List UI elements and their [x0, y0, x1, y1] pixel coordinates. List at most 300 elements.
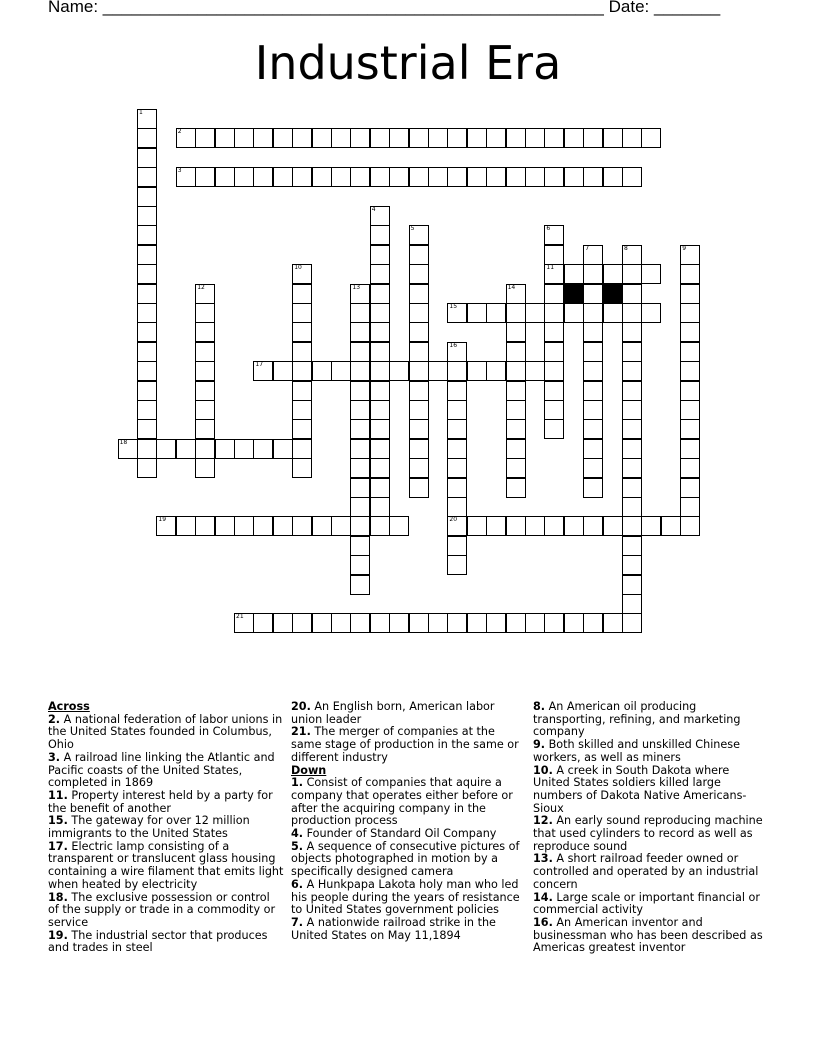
crossword-cell[interactable] — [506, 478, 526, 498]
crossword-cell[interactable] — [680, 439, 700, 459]
crossword-cell[interactable] — [641, 128, 661, 148]
crossword-cell[interactable] — [331, 167, 351, 187]
crossword-cell[interactable] — [447, 613, 467, 633]
crossword-cell[interactable] — [292, 303, 312, 323]
crossword-cell[interactable] — [506, 361, 526, 381]
crossword-cell[interactable] — [447, 478, 467, 498]
crossword-cell[interactable] — [544, 381, 564, 401]
crossword-cell[interactable] — [467, 167, 487, 187]
crossword-cell[interactable] — [350, 458, 370, 478]
crossword-cell[interactable] — [583, 458, 603, 478]
crossword-cell[interactable] — [409, 322, 429, 342]
crossword-cell[interactable] — [195, 322, 215, 342]
crossword-cell[interactable] — [525, 516, 545, 536]
crossword-cell[interactable] — [506, 439, 526, 459]
clue-number: 7 — [585, 244, 590, 252]
crossword-cell[interactable] — [350, 167, 370, 187]
crossword-cell[interactable] — [564, 264, 584, 284]
crossword-cell[interactable] — [370, 516, 390, 536]
crossword-cell[interactable] — [234, 128, 254, 148]
crossword-cell[interactable] — [195, 458, 215, 478]
crossword-cell[interactable] — [544, 342, 564, 362]
crossword-cell[interactable] — [195, 128, 215, 148]
crossword-cell[interactable] — [370, 361, 390, 381]
crossword-cell[interactable] — [370, 284, 390, 304]
crossword-cell[interactable] — [583, 516, 603, 536]
crossword-cell[interactable] — [137, 381, 157, 401]
crossword-cell[interactable] — [506, 613, 526, 633]
crossword-cell[interactable] — [622, 361, 642, 381]
crossword-cell[interactable] — [253, 516, 273, 536]
crossword-cell[interactable] — [680, 264, 700, 284]
crossword-cell[interactable] — [622, 128, 642, 148]
crossword-cell[interactable] — [215, 516, 235, 536]
crossword-cell[interactable] — [350, 555, 370, 575]
crossword-cell[interactable] — [447, 361, 467, 381]
crossword-cell[interactable] — [292, 264, 312, 284]
crossword-cell[interactable] — [486, 303, 506, 323]
crossword-cell[interactable] — [564, 303, 584, 323]
crossword-cell[interactable] — [583, 419, 603, 439]
crossword-cell[interactable] — [544, 284, 564, 304]
crossword-cell[interactable] — [447, 516, 467, 536]
crossword-cell[interactable] — [137, 342, 157, 362]
crossword-cell[interactable] — [137, 322, 157, 342]
down-clue-16: 16. An American inventor and businessman who has been described as Americas greatest inventor — [533, 915, 763, 955]
crossword-cell[interactable] — [137, 264, 157, 284]
crossword-cell[interactable] — [176, 128, 196, 148]
crossword-cell[interactable] — [137, 400, 157, 420]
crossword-cell[interactable] — [370, 322, 390, 342]
crossword-cell[interactable] — [622, 284, 642, 304]
crossword-cell[interactable] — [583, 167, 603, 187]
crossword-cell[interactable] — [118, 439, 138, 459]
crossword-cell[interactable] — [312, 613, 332, 633]
crossword-cell[interactable] — [350, 497, 370, 517]
crossword-cell[interactable] — [544, 225, 564, 245]
crossword-cell[interactable] — [389, 516, 409, 536]
crossword-cell[interactable] — [409, 284, 429, 304]
crossword-cell[interactable] — [370, 419, 390, 439]
down-clue-7: 7. A nationwide railroad strike in the United States on May 11,1894 — [291, 915, 496, 942]
crossword-cell[interactable] — [622, 497, 642, 517]
crossword-cell[interactable] — [370, 613, 390, 633]
crossword-cell[interactable] — [253, 613, 273, 633]
crossword-cell[interactable] — [525, 128, 545, 148]
crossword-cell[interactable] — [370, 245, 390, 265]
crossword-cell[interactable] — [525, 613, 545, 633]
across-clue-11: 11. Property interest held by a party for the benefit of another — [48, 788, 273, 815]
crossword-cell[interactable] — [583, 128, 603, 148]
crossword-cell[interactable] — [544, 264, 564, 284]
crossword-cell[interactable] — [292, 128, 312, 148]
crossword-cell[interactable] — [622, 594, 642, 614]
crossword-cell[interactable] — [312, 167, 332, 187]
down-heading: Down — [291, 763, 327, 777]
crossword-cell[interactable] — [137, 303, 157, 323]
clue-number: 16 — [449, 341, 458, 349]
crossword-cell[interactable] — [195, 284, 215, 304]
crossword-cell[interactable] — [447, 458, 467, 478]
crossword-cell[interactable] — [583, 264, 603, 284]
crossword-cell[interactable] — [195, 516, 215, 536]
crossword-cell[interactable] — [544, 516, 564, 536]
crossword-cell[interactable] — [292, 342, 312, 362]
crossword-cell[interactable] — [583, 478, 603, 498]
crossword-cell[interactable] — [331, 361, 351, 381]
crossword-cell[interactable] — [583, 245, 603, 265]
crossword-cell[interactable] — [195, 439, 215, 459]
crossword-cell[interactable] — [506, 322, 526, 342]
crossword-cell[interactable] — [680, 516, 700, 536]
crossword-cell[interactable] — [486, 167, 506, 187]
crossword-cell[interactable] — [292, 439, 312, 459]
crossword-cell[interactable] — [506, 419, 526, 439]
crossword-cell[interactable] — [447, 536, 467, 556]
crossword-cell[interactable] — [506, 284, 526, 304]
crossword-cell[interactable] — [506, 516, 526, 536]
crossword-cell[interactable] — [409, 303, 429, 323]
across-heading: Across — [48, 700, 90, 713]
crossword-cell[interactable] — [370, 128, 390, 148]
crossword-cell[interactable] — [447, 303, 467, 323]
crossword-cell[interactable] — [312, 516, 332, 536]
crossword-cell[interactable] — [467, 516, 487, 536]
crossword-cell[interactable] — [176, 167, 196, 187]
crossword-cell[interactable] — [253, 439, 273, 459]
crossword-cell[interactable] — [137, 187, 157, 207]
crossword-cell[interactable] — [661, 516, 681, 536]
crossword-cell[interactable] — [564, 516, 584, 536]
crossword-cell[interactable] — [215, 439, 235, 459]
crossword-cell[interactable] — [215, 128, 235, 148]
crossword-cell[interactable] — [389, 167, 409, 187]
crossword-cell[interactable] — [544, 419, 564, 439]
crossword-cell[interactable] — [137, 148, 157, 168]
crossword-cell[interactable] — [137, 439, 157, 459]
crossword-cell[interactable] — [622, 575, 642, 595]
crossword-cell[interactable] — [486, 613, 506, 633]
crossword-cell[interactable] — [583, 284, 603, 304]
crossword-cell[interactable] — [447, 555, 467, 575]
crossword-cell[interactable] — [603, 303, 623, 323]
crossword-cell[interactable] — [583, 342, 603, 362]
crossword-cell[interactable] — [370, 439, 390, 459]
crossword-cell[interactable] — [253, 167, 273, 187]
crossword-cell[interactable] — [409, 458, 429, 478]
crossword-cell[interactable] — [506, 342, 526, 362]
crossword-cell[interactable] — [137, 225, 157, 245]
crossword-cell[interactable] — [389, 128, 409, 148]
clue-number: 14 — [507, 283, 516, 291]
crossword-cell[interactable] — [350, 303, 370, 323]
crossword-cell[interactable] — [583, 381, 603, 401]
crossword-cell[interactable] — [486, 361, 506, 381]
crossword-cell[interactable] — [409, 419, 429, 439]
crossword-cell[interactable] — [525, 361, 545, 381]
crossword-cell[interactable] — [428, 361, 448, 381]
clue-number: 19 — [158, 516, 167, 524]
crossword-cell[interactable] — [428, 613, 448, 633]
crossword-cell[interactable] — [409, 167, 429, 187]
crossword-cell[interactable] — [622, 381, 642, 401]
crossword-cell[interactable] — [389, 613, 409, 633]
crossword-cell[interactable] — [467, 361, 487, 381]
crossword-cell[interactable] — [195, 381, 215, 401]
crossword-cell[interactable] — [273, 439, 293, 459]
crossword-cell[interactable] — [409, 478, 429, 498]
crossword-cell[interactable] — [622, 536, 642, 556]
crossword-cell[interactable] — [195, 361, 215, 381]
down-clue-14: 14. Large scale or important financial or commercial activity — [533, 890, 760, 917]
crossword-cell[interactable] — [292, 167, 312, 187]
crossword-cell[interactable] — [603, 264, 623, 284]
crossword-cell[interactable] — [447, 419, 467, 439]
crossword-cell[interactable] — [583, 303, 603, 323]
crossword-cell[interactable] — [564, 128, 584, 148]
crossword-cell[interactable] — [292, 419, 312, 439]
crossword-cell[interactable] — [447, 342, 467, 362]
crossword-cell[interactable] — [273, 361, 293, 381]
crossword-cell[interactable] — [409, 342, 429, 362]
crossword-cell[interactable] — [641, 264, 661, 284]
crossword-cell[interactable] — [409, 381, 429, 401]
crossword-cell[interactable] — [195, 342, 215, 362]
crossword-cell[interactable] — [622, 458, 642, 478]
crossword-cell[interactable] — [564, 613, 584, 633]
crossword-cell[interactable] — [622, 555, 642, 575]
crossword-cell[interactable] — [409, 225, 429, 245]
crossword-cell[interactable] — [195, 167, 215, 187]
crossword-cell[interactable] — [292, 400, 312, 420]
crossword-cell[interactable] — [544, 613, 564, 633]
crossword-cell[interactable] — [350, 613, 370, 633]
crossword-cell[interactable] — [583, 322, 603, 342]
crossword-cell[interactable] — [544, 167, 564, 187]
crossword-cell[interactable] — [370, 381, 390, 401]
crossword-cell[interactable] — [622, 167, 642, 187]
crossword-cell[interactable] — [234, 613, 254, 633]
crossword-cell[interactable] — [370, 167, 390, 187]
crossword-cell[interactable] — [428, 128, 448, 148]
crossword-cell[interactable] — [409, 439, 429, 459]
crossword-cell[interactable] — [409, 264, 429, 284]
crossword-cell[interactable] — [680, 419, 700, 439]
crossword-cell[interactable] — [292, 613, 312, 633]
crossword-cell[interactable] — [331, 128, 351, 148]
crossword-cell[interactable] — [331, 613, 351, 633]
crossword-cell[interactable] — [680, 478, 700, 498]
crossword-cell[interactable] — [156, 516, 176, 536]
crossword-cell[interactable] — [506, 400, 526, 420]
crossword-cell[interactable] — [292, 284, 312, 304]
crossword-cell[interactable] — [350, 342, 370, 362]
crossword-cell[interactable] — [370, 303, 390, 323]
crossword-cell[interactable] — [544, 303, 564, 323]
crossword-cell[interactable] — [350, 322, 370, 342]
crossword-cell[interactable] — [506, 128, 526, 148]
crossword-cell[interactable] — [137, 167, 157, 187]
crossword-cell[interactable] — [622, 478, 642, 498]
crossword-cell[interactable] — [680, 322, 700, 342]
clue-number: 20 — [449, 516, 458, 524]
crossword-cell[interactable] — [447, 167, 467, 187]
crossword-cell[interactable] — [234, 439, 254, 459]
crossword-cell[interactable] — [370, 342, 390, 362]
crossword-cell[interactable] — [680, 400, 700, 420]
crossword-cell[interactable] — [680, 245, 700, 265]
crossword-cell[interactable] — [544, 400, 564, 420]
crossword-cell[interactable] — [622, 516, 642, 536]
down-clue-9: 9. Both skilled and unskilled Chinese workers, as well as miners — [533, 738, 740, 764]
crossword-cell[interactable] — [137, 245, 157, 265]
crossword-cell[interactable] — [603, 516, 623, 536]
crossword-cell[interactable] — [409, 245, 429, 265]
crossword-cell[interactable] — [622, 303, 642, 323]
crossword-cell[interactable] — [583, 400, 603, 420]
crossword-cell[interactable] — [622, 419, 642, 439]
crossword-cell[interactable] — [583, 613, 603, 633]
crossword-cell[interactable] — [622, 613, 642, 633]
crossword-cell[interactable] — [428, 167, 448, 187]
crossword-cell[interactable] — [409, 128, 429, 148]
crossword-cell[interactable] — [331, 516, 351, 536]
crossword-cell[interactable] — [680, 342, 700, 362]
crossword-cell[interactable] — [350, 284, 370, 304]
crossword-cell[interactable] — [273, 516, 293, 536]
down-clue-12: 12. An early sound reproducing machine that used cylinders to record as well as reproduce sound — [533, 814, 763, 853]
crossword-cell[interactable] — [350, 575, 370, 595]
crossword-cell[interactable] — [350, 439, 370, 459]
crossword-cell[interactable] — [583, 361, 603, 381]
crossword-cell[interactable] — [215, 167, 235, 187]
clue-number: 3 — [177, 167, 182, 175]
crossword-cell[interactable] — [292, 361, 312, 381]
crossword-cell[interactable] — [506, 458, 526, 478]
crossword-cell[interactable] — [137, 361, 157, 381]
crossword-cell[interactable] — [195, 400, 215, 420]
crossword-cell[interactable] — [292, 381, 312, 401]
crossword-cell[interactable] — [622, 342, 642, 362]
crossword-cell[interactable] — [486, 516, 506, 536]
crossword-cell[interactable] — [680, 284, 700, 304]
crossword-cell[interactable] — [447, 497, 467, 517]
crossword-cell[interactable] — [312, 361, 332, 381]
crossword-cell[interactable] — [680, 458, 700, 478]
crossword-cell[interactable] — [680, 381, 700, 401]
crossword-cell[interactable] — [622, 264, 642, 284]
crossword-cell[interactable] — [409, 613, 429, 633]
crossword-cell[interactable] — [370, 225, 390, 245]
crossword-cell[interactable] — [273, 128, 293, 148]
crossword-cell[interactable] — [622, 400, 642, 420]
crossword-cell[interactable] — [292, 322, 312, 342]
crossword-cell[interactable] — [253, 128, 273, 148]
crossword-cell[interactable] — [680, 303, 700, 323]
crossword-cell[interactable] — [409, 361, 429, 381]
crossword-cell[interactable] — [680, 361, 700, 381]
crossword-cell[interactable] — [350, 419, 370, 439]
crossword-cell[interactable] — [447, 128, 467, 148]
crossword-cell[interactable] — [176, 439, 196, 459]
crossword-cell[interactable] — [641, 516, 661, 536]
crossword-cell[interactable] — [176, 516, 196, 536]
crossword-cell[interactable] — [389, 361, 409, 381]
crossword-cell[interactable] — [350, 478, 370, 498]
crossword-cell[interactable] — [564, 167, 584, 187]
crossword-cell[interactable] — [544, 245, 564, 265]
clue-number: 17 — [255, 361, 264, 369]
crossword-cell[interactable] — [370, 400, 390, 420]
crossword-cell[interactable] — [506, 303, 526, 323]
crossword-cell[interactable] — [137, 206, 157, 226]
crossword-cell[interactable] — [409, 400, 429, 420]
crossword-cell[interactable] — [622, 439, 642, 459]
crossword-cell[interactable] — [622, 322, 642, 342]
crossword-cell[interactable] — [467, 303, 487, 323]
crossword-cell[interactable] — [195, 303, 215, 323]
crossword-cell[interactable] — [622, 245, 642, 265]
crossword-cell[interactable] — [370, 264, 390, 284]
crossword-cell[interactable] — [234, 167, 254, 187]
crossword-cell[interactable] — [273, 613, 293, 633]
crossword-cell[interactable] — [467, 128, 487, 148]
crossword-cell[interactable] — [506, 167, 526, 187]
crossword-cell[interactable] — [447, 381, 467, 401]
crossword-cell[interactable] — [350, 516, 370, 536]
crossword-cell[interactable] — [506, 381, 526, 401]
crossword-cell[interactable] — [486, 128, 506, 148]
crossword-cell[interactable] — [350, 400, 370, 420]
crossword-cell[interactable] — [292, 516, 312, 536]
crossword-cell[interactable] — [137, 284, 157, 304]
crossword-cell[interactable] — [544, 361, 564, 381]
crossword-cell[interactable] — [156, 439, 176, 459]
crossword-cell[interactable] — [641, 303, 661, 323]
crossword-cell[interactable] — [525, 167, 545, 187]
crossword-cell[interactable] — [350, 361, 370, 381]
crossword-cell[interactable] — [350, 536, 370, 556]
crossword-cell[interactable] — [525, 303, 545, 323]
crossword-cell[interactable] — [350, 128, 370, 148]
crossword-cell[interactable] — [603, 128, 623, 148]
crossword-cell[interactable] — [312, 128, 332, 148]
crossword-cell[interactable] — [137, 128, 157, 148]
crossword-cell[interactable] — [137, 419, 157, 439]
crossword-cell[interactable] — [603, 167, 623, 187]
crossword-cell[interactable] — [370, 497, 390, 517]
crossword-cell[interactable] — [370, 458, 390, 478]
crossword-cell[interactable] — [137, 458, 157, 478]
crossword-cell[interactable] — [583, 439, 603, 459]
crossword-cell[interactable] — [447, 439, 467, 459]
crossword-cell[interactable] — [370, 478, 390, 498]
crossword-cell[interactable] — [447, 400, 467, 420]
crossword-cell[interactable] — [680, 497, 700, 517]
crossword-cell[interactable] — [370, 206, 390, 226]
crossword-cell[interactable] — [234, 516, 254, 536]
crossword-cell[interactable] — [273, 167, 293, 187]
crossword-cell[interactable] — [137, 109, 157, 129]
crossword-cell[interactable] — [467, 613, 487, 633]
crossword-cell[interactable] — [292, 458, 312, 478]
crossword-cell[interactable] — [544, 322, 564, 342]
crossword-cell[interactable] — [253, 361, 273, 381]
crossword-cell[interactable] — [544, 128, 564, 148]
crossword-cell[interactable] — [350, 381, 370, 401]
crossword-cell[interactable] — [195, 419, 215, 439]
crossword-cell[interactable] — [603, 613, 623, 633]
